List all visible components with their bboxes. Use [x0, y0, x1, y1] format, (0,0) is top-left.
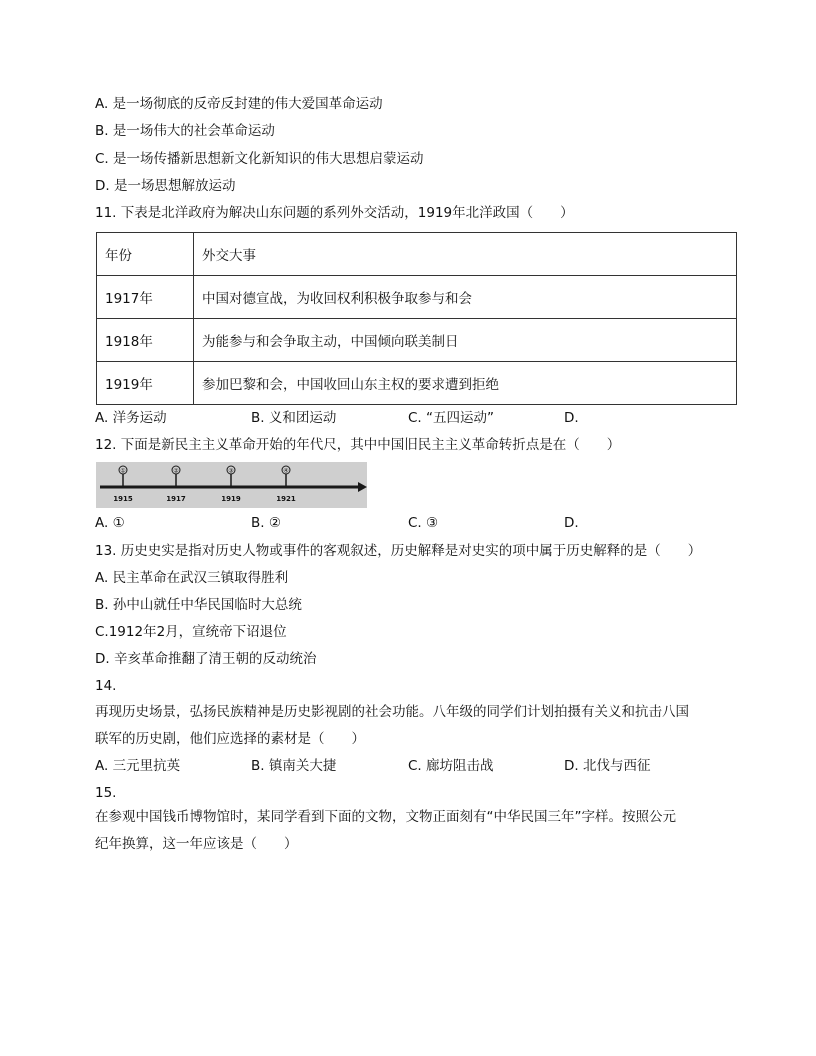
q11-option-a: A. 洋务运动: [95, 410, 167, 426]
table-header-row: [97, 233, 737, 276]
q14-number: 14.: [95, 678, 117, 694]
q10-option-a: A. 是一场彻底的反帝反封建的伟大爱国革命运动: [95, 96, 383, 112]
q13-stem: 13. 历史史实是指对历史人物或事件的客观叙述，历史解释是对史实的项中属于历史解释的是（ ）: [95, 543, 702, 559]
table-row: [97, 319, 737, 362]
table-cell-event: 中国对德宣战，为收回权利积极争取参与和会: [194, 276, 737, 319]
timeline-image: [96, 462, 367, 508]
q13-option-a: A. 民主革命在武汉三镇取得胜利: [95, 570, 289, 586]
q14-option-c: C. 廊坊阻击战: [408, 758, 494, 774]
q13-option-b: B. 孙中山就任中华民国临时大总统: [95, 597, 302, 613]
table-cell-event: 为能参与和会争取主动，中国倾向联美制日: [194, 319, 737, 362]
diplomacy-table: [96, 232, 737, 405]
timeline-marker-3: ③: [228, 467, 234, 475]
q11-option-c: C. “五四运动”: [408, 410, 494, 426]
q12-stem: 12. 下面是新民主主义革命开始的年代尺，其中中国旧民主主义革命转折点是在（ ）: [95, 437, 621, 453]
q12-option-d: D.: [564, 515, 579, 531]
q15-stem-line-1: 在参观中国钱币博物馆时，某同学看到下面的文物，文物正面刻有“中华民国三年”字样。按照公元: [95, 809, 676, 825]
q14-stem-line-2: 联军的历史剧，他们应选择的素材是（ ）: [95, 731, 365, 747]
q10-option-d: D. 是一场思想解放运动: [95, 178, 236, 194]
timeline-year-2: 1917: [166, 495, 186, 503]
q12-option-b: B. ②: [251, 515, 281, 531]
q12-option-a: A. ①: [95, 515, 125, 531]
table-header-event: 外交大事: [194, 233, 737, 276]
table-cell-event: 参加巴黎和会，中国收回山东主权的要求遭到拒绝: [194, 362, 737, 405]
q13-option-d: D. 辛亥革命推翻了清王朝的反动统治: [95, 651, 317, 667]
table-row: [97, 276, 737, 319]
table-cell-year: 1917年: [97, 276, 194, 319]
q11-option-d: D.: [564, 410, 579, 426]
q11-option-b: B. 义和团运动: [251, 410, 337, 426]
timeline-year-4: 1921: [276, 495, 296, 503]
timeline-marker-2: ②: [173, 467, 179, 475]
table-cell-year: 1919年: [97, 362, 194, 405]
table-row: [97, 362, 737, 405]
q14-option-b: B. 镇南关大捷: [251, 758, 337, 774]
q14-option-a: A. 三元里抗英: [95, 758, 181, 774]
q12-option-c: C. ③: [408, 515, 439, 531]
q11-stem: 11. 下表是北洋政府为解决山东问题的系列外交活动，1919年北洋政国（ ）: [95, 205, 574, 221]
q10-option-b: B. 是一场伟大的社会革命运动: [95, 123, 275, 139]
timeline-marker-4: ④: [283, 467, 289, 475]
timeline-year-1: 1915: [113, 495, 133, 503]
timeline-marker-1: ①: [120, 467, 126, 475]
q13-option-c: C.1912年2月，宣统帝下诏退位: [95, 624, 287, 640]
q14-option-d: D. 北伐与西征: [564, 758, 651, 774]
table-header-year: 年份: [97, 233, 194, 276]
q15-number: 15.: [95, 785, 117, 801]
q10-option-c: C. 是一场传播新思想新文化新知识的伟大思想启蒙运动: [95, 151, 424, 167]
q14-stem-line-1: 再现历史场景，弘扬民族精神是历史影视剧的社会功能。八年级的同学们计划拍摄有关义和抗击八国: [95, 704, 689, 720]
table-cell-year: 1918年: [97, 319, 194, 362]
timeline-year-3: 1919: [221, 495, 241, 503]
q15-stem-line-2: 纪年换算，这一年应该是（ ）: [95, 836, 298, 852]
